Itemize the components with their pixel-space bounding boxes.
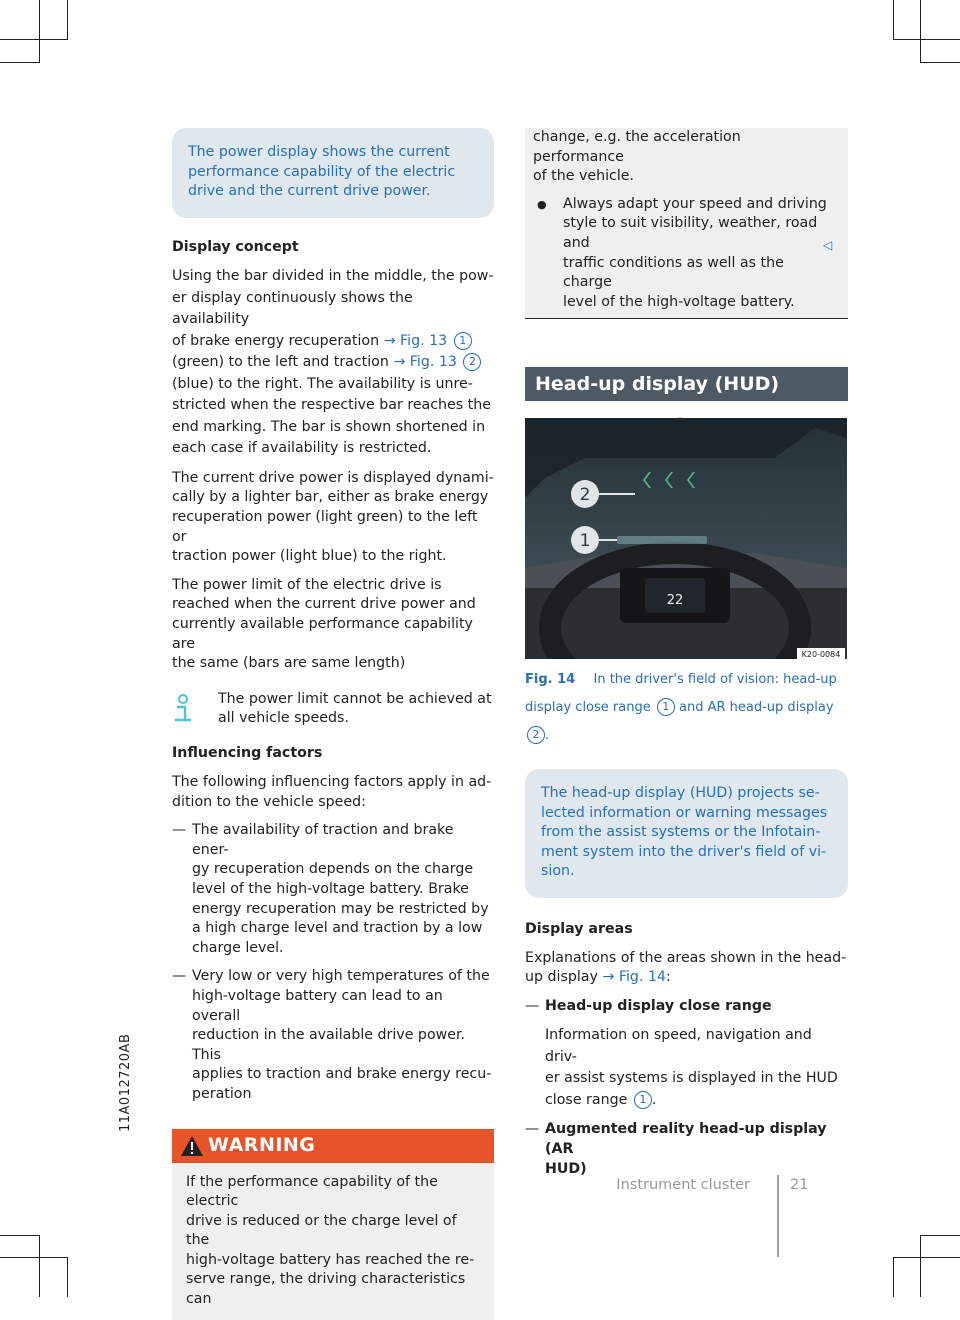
crop-mark bbox=[893, 0, 894, 40]
warning-triangle-icon bbox=[180, 1135, 204, 1157]
crop-mark bbox=[0, 62, 40, 63]
crop-mark bbox=[67, 0, 68, 40]
info-line: drive and the current drive power. bbox=[188, 183, 431, 200]
note-line: all vehicle speeds. bbox=[218, 710, 349, 727]
arrow-right-icon: → bbox=[602, 969, 615, 986]
page-number: 21 bbox=[790, 1177, 809, 1193]
warning-body: If the performance capability of the electric drive is reduced or the charge level of the high-voltage battery has reached the re- serve range, the driving characteristics can bbox=[172, 1163, 494, 1320]
list-item: — Head-up display close range Information on speed, navigation and driv- er assist systems is displayed in the HUD close range 1 . bbox=[525, 997, 838, 1108]
footer-section: Instrument cluster bbox=[616, 1177, 750, 1193]
crop-mark bbox=[67, 1257, 68, 1297]
callout-number: 1 bbox=[634, 1091, 652, 1109]
bullet-dot: ● bbox=[537, 197, 547, 211]
drive-power-paragraph: The current drive power is displayed dynami- cally by a lighter bar, either as brake energy recuperation power (light green) to the left or traction power (light blue) to the right. bbox=[172, 469, 494, 565]
note-line: The power limit cannot be achieved at bbox=[218, 690, 492, 707]
photo-callout: 1 bbox=[579, 531, 591, 551]
warning-header bbox=[172, 1129, 494, 1163]
callout-number: 1 bbox=[657, 698, 675, 716]
info-box-hud: The head-up display (HUD) projects se- lected information or warning messages from the assist systems or the Infotain- ment system into the driver's field of vi- sion. bbox=[525, 769, 848, 898]
crop-mark bbox=[893, 1257, 960, 1258]
display-areas-intro: Explanations of the areas shown in the head- up display → Fig. 14: bbox=[525, 949, 847, 986]
crop-mark bbox=[0, 1235, 40, 1236]
crop-mark bbox=[893, 1257, 894, 1297]
crop-mark bbox=[0, 1257, 68, 1258]
photo-speed: 22 bbox=[666, 593, 684, 608]
margin-code: 11A012720AB bbox=[118, 1033, 133, 1132]
crop-mark bbox=[0, 39, 68, 40]
crop-mark bbox=[920, 1235, 921, 1297]
crop-mark bbox=[920, 1235, 960, 1236]
influencing-factors-heading: Influencing factors bbox=[172, 745, 323, 762]
crop-mark bbox=[39, 1235, 40, 1297]
callout-number: 1 bbox=[454, 332, 472, 350]
list-item: — Very low or very high temperatures of the high-voltage battery can lead to an overall reduction in the available drive power. This applies to traction and brake energy recu- peration bbox=[172, 968, 492, 1102]
display-concept-heading: Display concept bbox=[172, 238, 299, 255]
callout-number: 2 bbox=[463, 353, 481, 371]
footer-divider bbox=[777, 1175, 779, 1257]
influencing-intro: The following influencing factors apply in ad- dition to the vehicle speed: bbox=[172, 774, 492, 810]
fig-reference-link[interactable]: Fig. 13 bbox=[409, 354, 457, 371]
crop-mark bbox=[920, 62, 960, 63]
fig-reference-link[interactable]: Fig. 13 bbox=[400, 332, 448, 349]
section-title: Head-up display (HUD) bbox=[525, 367, 848, 401]
info-line: The power display shows the current bbox=[188, 144, 450, 160]
power-limit-paragraph: The power limit of the electric drive is reached when the current drive power and currently available performance capability are the same (bars are same length) bbox=[172, 576, 476, 672]
warning-box bbox=[172, 1129, 494, 1320]
left-column bbox=[172, 128, 494, 1320]
arrow-right-icon: → bbox=[383, 332, 396, 349]
warning-title: WARNING bbox=[208, 1133, 316, 1156]
crop-mark bbox=[893, 39, 960, 40]
photo-code: K20-0084 bbox=[801, 650, 841, 659]
figure-label: Fig. 14 bbox=[525, 672, 576, 687]
end-mark-icon: ◁ bbox=[823, 238, 833, 252]
warning-continuation: change, e.g. the acceleration performance of the vehicle. ● Always adapt your speed and driving style to suit visibility, weather, road and traffic conditions as well as the charge level of the high-voltage battery. bbox=[525, 128, 848, 319]
info-line: performance capability of the electric bbox=[188, 163, 456, 180]
info-icon bbox=[172, 690, 218, 731]
list-item: — Augmented reality head-up display (AR HUD) bbox=[525, 1121, 827, 1177]
crop-mark bbox=[39, 0, 40, 62]
photo-callout: 2 bbox=[579, 485, 591, 505]
list-item: — The availability of traction and brake ener- gy recuperation depends on the charge level of the high-voltage battery. Brake energy recuperation may be restricted by a high charge level and traction by a low charge level. bbox=[172, 822, 489, 956]
note bbox=[172, 690, 494, 731]
crop-mark bbox=[920, 0, 921, 62]
display-areas-heading: Display areas bbox=[525, 920, 633, 937]
display-concept-paragraph: Using the bar divided in the middle, the pow- er display continuously shows the availability of brake energy recuperation → Fig. 13 1 (green) to the left and traction → Fig. 13 2 (blue) to the right. The availability is unre- stricted when the respective bar reaches the end marking. The bar is shown shortened in each case if availability is restricted. bbox=[172, 268, 494, 457]
arrow-right-icon: → bbox=[393, 354, 406, 371]
bullet-item: ● Always adapt your speed and driving style to suit visibility, weather, road and traffic conditions as well as the charge level of the high-voltage battery. bbox=[533, 195, 836, 313]
hud-photo bbox=[525, 418, 847, 659]
figure-caption: Fig. 14 In the driver's field of vision: head-up display close range 1 and AR head-up display 2 . The head-up display (HUD) projects se- lected information or warning messages from the assist systems or the Infotain- ment system into the driver's field of vi- sion. Display areas Explanations of the areas shown in the head- up display → Fig. 14: — Head-up display close range Information on speed, navigation and driv- er assist systems is displayed in the HUD close range 1 . — Augmented reality head-up display (AR HUD) bbox=[525, 666, 848, 1188]
callout-number: 2 bbox=[527, 726, 545, 744]
info-box-power bbox=[172, 128, 494, 218]
fig-reference-link[interactable]: Fig. 14 bbox=[618, 969, 666, 986]
